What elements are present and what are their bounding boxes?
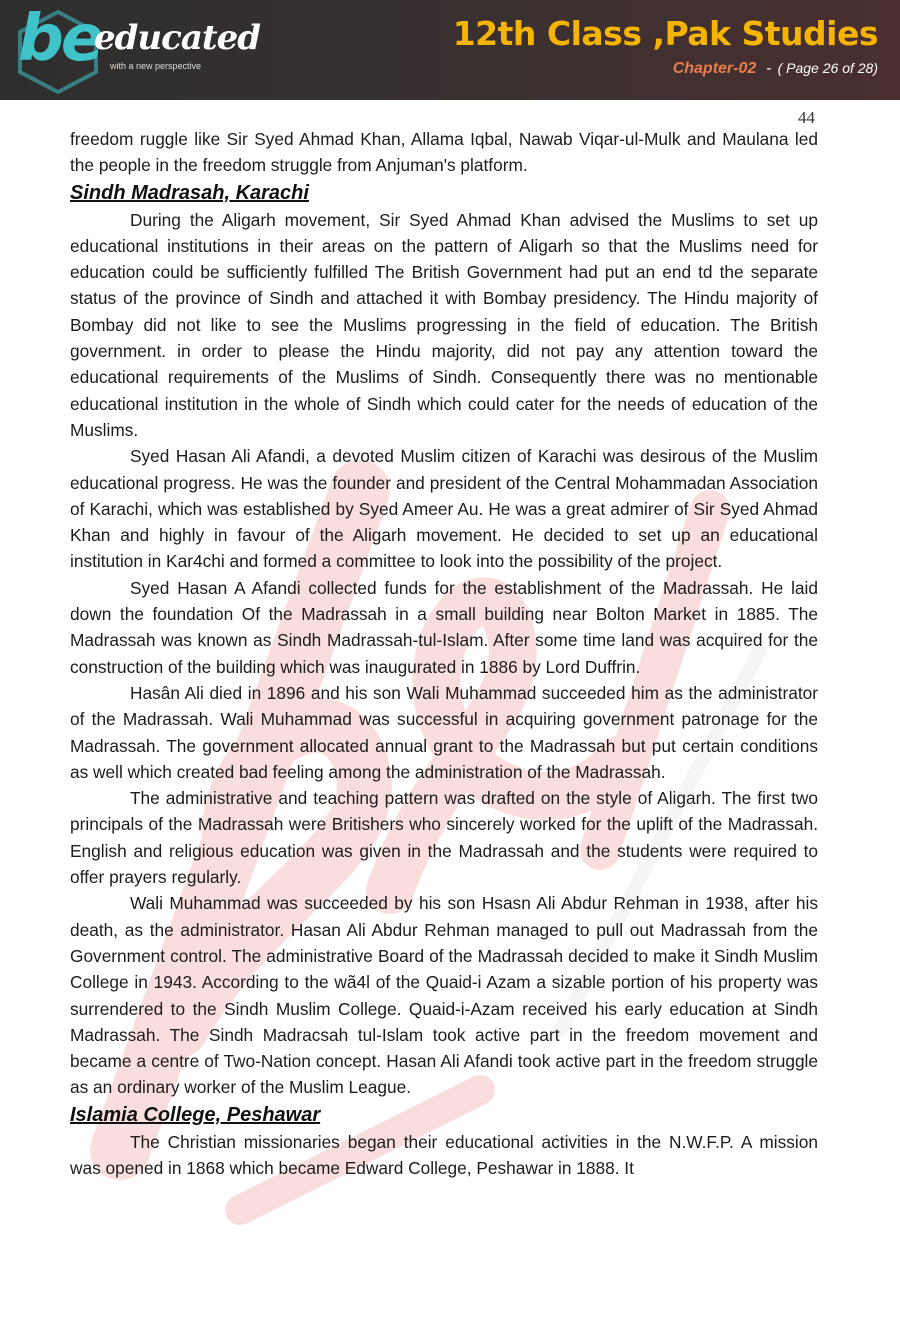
page-number: 44 [798,108,815,127]
page-header [0,0,900,100]
section-heading-sindh-madrasah: Sindh Madrasah, Karachi [70,181,309,204]
logo-wordmark: educated [94,18,260,58]
paragraph-1: During the Aligarh movement, Sir Syed Ahmad Khan advised the Muslims to set up educational institutions in their areas on the pattern of Aligarh so that the Muslims need for education could be sufficiently fulfilled The British Government had put an end td the separate status of the province of Sindh and attached it with Bombay presidency. The Hindu majority of Bombay did not like to see the Muslims progressing in the field of education. The British government. in order to please the Hindu majority, did not pay any attention toward the educational requirements of the Muslims of Sindh. Consequently there was no mentionable educational institution in the whole of Sindh which could cater for the needs of education of the Muslims. [70,209,818,440]
page-indicator: ( Page 26 of 28) [777,60,878,76]
intro-paragraph: freedom ruggle like Sir Syed Ahmad Khan, Allama Iqbal, Nawab Viqar-ul-Mulk and Maulana led the people in the freedom struggle from Anjuman's platform. [70,129,818,176]
chapter-info [673,60,878,78]
chapter-separator: - [766,60,772,77]
paragraph-4: Hasân Ali died in 1896 and his son Wali Muhammad succeeded him as the administrator of the Madrassah. Wali Muhammad was successful in acquiring government patronage for the Madrassah. The government allocated annual grant to the Madrassah but put certain conditions as well which created bad feeling among the administration of the Madrassah. [70,682,818,782]
paragraph-3: Syed Hasan A Afandi collected funds for the establishment of the Madrassah. He laid down the foundation Of the Madrassah in a small building near Bolton Market in 1885. The Madrassah was known as Sindh Madrassah-tul-Islam. After some time land was acquired for the construction of the building which was inaugurated in 1886 by Lord Duffrin. [70,577,818,677]
logo-tagline: with a new perspective [110,61,202,71]
brand-logo [12,2,260,94]
paragraph-5: The administrative and teaching pattern was drafted on the style of Aligarh. The first two principals of the Madrassah were Britishers who sincerely worked for the uplift of the Madrassah. English and religious education was given in the Madrassah and the students were required to offer prayers regularly. [70,788,818,888]
logo-mark: be [18,2,102,76]
document-body [70,126,818,1181]
paragraph-6: Wali Muhammad was succeeded by his son Hsasn Ali Abdur Rehman in 1938, after his death, as the administrator. Hasan Ali Abdur Rehman managed to pull out Madrassah from the Government control. The administrative Board of the Madrassah decided to make it Sindh Muslim College in 1943. According to the wã4l of the Quaid-i Azam a sizable portion of his property was surrendered to the Sindh Muslim College. Quaid-i-Azam received his early education at Sindh Madrassah. The Sindh Madracsah tul-Islam took active part in the freedom movement and became a centre of Two-Nation concept. Hasan Ali Afandi took active part in the freedom struggle as an ordinary worker of the Muslim League. [70,893,818,1098]
chapter-label: Chapter-02 [672,60,757,77]
section-heading-islamia-college: Islamia College, Peshawar [70,1103,321,1126]
page-title: 12th Class ,Pak Studies [452,14,878,53]
paragraph-2: Syed Hasan Ali Afandi, a devoted Muslim citizen of Karachi was desirous of the Muslim educational progress. He was the founder and president of the Central Mohammadan Association of Karachi, which was established by Syed Ameer Au. He was a great admirer of Sir Syed Ahmad Khan and highly in favour of the Aligarh movement. He decided to set up an educational institution in Kar4chi and formed a committee to look into the possibility of the project. [70,446,818,572]
paragraph-7: The Christian missionaries began their educational activities in the N.W.F.P. A mission was opened in 1868 which became Edward College, Peshawar in 1888. It [70,1131,818,1178]
